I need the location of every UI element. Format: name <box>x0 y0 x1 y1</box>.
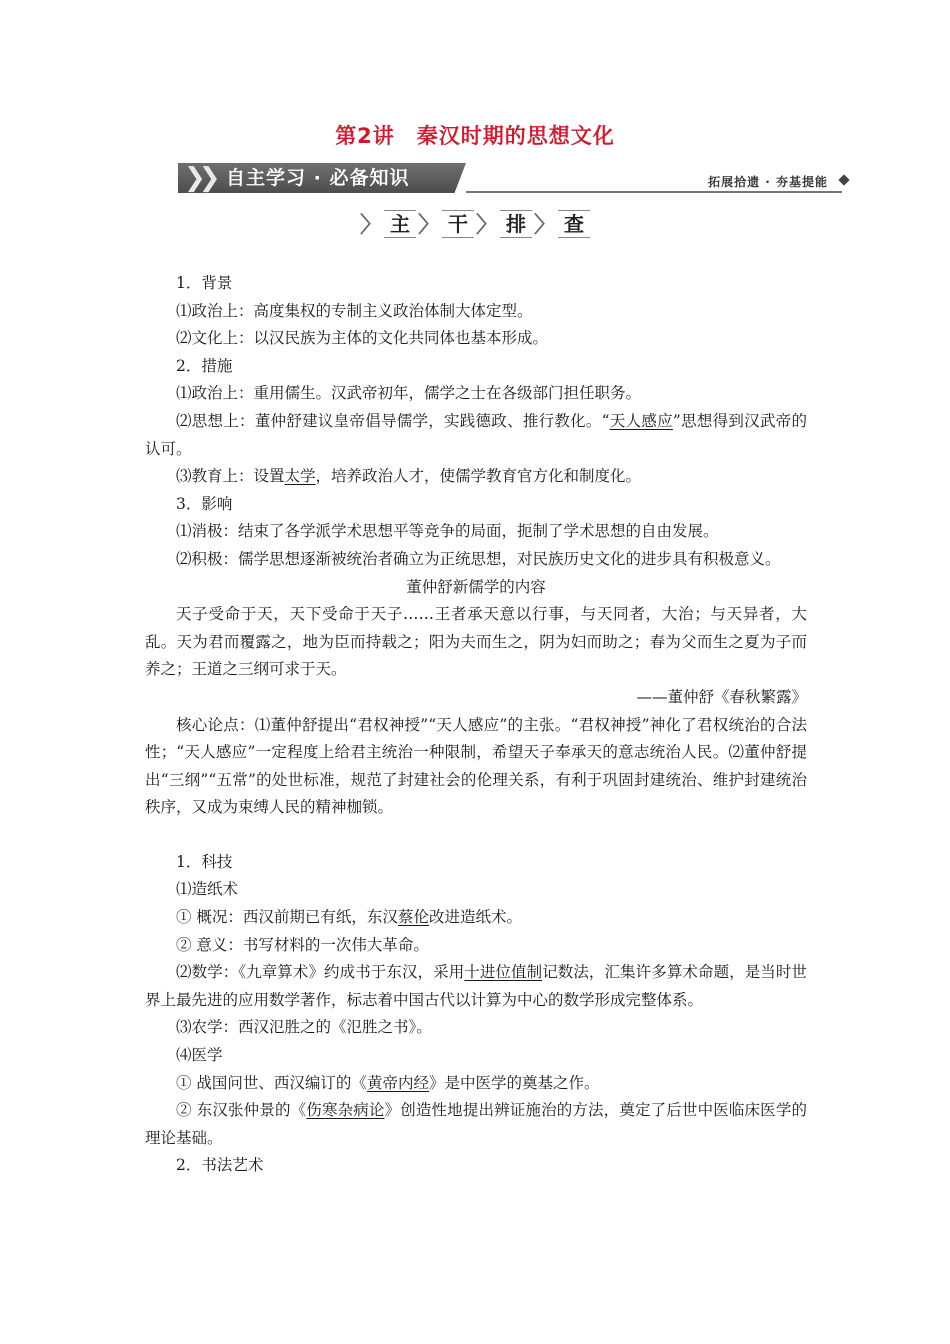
paragraph: 2．书法艺术 <box>176 1156 264 1175</box>
text-run: ⑵思想上：董仲舒建议皇帝倡导儒学，实践德政、推行教化。“ <box>176 411 610 430</box>
text-run: 改进造纸术。 <box>428 908 522 927</box>
underlined-term: 伤寒杂病论 <box>306 1101 385 1120</box>
paragraph: 3．影响 <box>176 494 233 513</box>
banner-divider <box>466 191 842 193</box>
underlined-term: 天人感应 <box>609 411 673 430</box>
chevron-right-icon: 〉 <box>476 213 499 238</box>
subheading <box>0 208 950 239</box>
section-banner <box>178 163 850 193</box>
paragraph: ⑴造纸术 <box>176 880 239 899</box>
page-title: 第2讲 秦汉时期的思想文化 <box>335 124 615 148</box>
paragraph: ② 意义：书写材料的一次伟大革命。 <box>176 935 429 954</box>
text-run: ，培养政治人才，使儒学教育官方化和制度化。 <box>315 467 642 486</box>
banner-left-label: 自主学习 · 必备知识 <box>226 167 410 189</box>
quote-title: 董仲舒新儒学的内容 <box>406 577 546 596</box>
text-run: 记数法，汇集许多算术命题，是当时世界上最先进的应用数学著作，标志着中国古代以计算为中心的数学形成完整体系。 <box>145 963 807 1009</box>
text-run: ① 战国问世、西汉编订的《 <box>176 1073 367 1092</box>
spacer <box>145 822 807 849</box>
text-run: ⑶教育上：设置 <box>176 467 285 486</box>
banner-right-label: 拓展拾遗 · 夯基提能 <box>708 175 828 189</box>
paragraph <box>145 408 807 463</box>
text-run: ① 概况：西汉前期已有纸，东汉 <box>176 908 398 927</box>
underlined-term: 蔡伦 <box>397 908 429 927</box>
paragraph <box>145 463 807 491</box>
text-run: ⑵数学：《九章算术》约成书于东汉，采用 <box>176 963 465 982</box>
chevron-right-icon: 〉 <box>417 213 440 238</box>
paragraph: ⑷医学 <box>176 1046 223 1065</box>
paragraph: 1．科技 <box>176 852 233 871</box>
quote-text: 天子受命于天，天下受命于天子……王者承天意以行事，与天同者，大治；与天异者，大乱。天为君而覆露之，地为臣而持载之；阳为夫而生之，阴为妇而助之；春为父而生之夏为子而养之；王道之三纲可求于天。 <box>145 605 807 679</box>
text-run: ”思想得到汉武帝的认可。 <box>145 411 807 458</box>
underlined-term: 黄帝内经 <box>366 1073 429 1092</box>
chevron-right-icon: 〉 <box>534 213 557 238</box>
chevron-right-icon: ❯❯ <box>184 163 214 193</box>
paragraph <box>145 904 807 932</box>
subheading-char: 干 <box>442 210 474 238</box>
document-body <box>145 270 807 1180</box>
quote-source: ——董仲舒《春秋繁露》 <box>636 687 807 706</box>
paragraph <box>145 959 807 1014</box>
paragraph: ⑴政治上：高度集权的专制主义政治体制大体定型。 <box>176 301 533 320</box>
underlined-term: 太学 <box>284 467 316 486</box>
paragraph: 2．措施 <box>176 356 233 375</box>
paragraph: ⑵文化上：以汉民族为主体的文化共同体也基本形成。 <box>176 329 549 348</box>
text-run: 》是中医学的奠基之作。 <box>428 1073 600 1092</box>
paragraph: ⑴消极：结束了各学派学术思想平等竞争的局面，扼制了学术思想的自由发展。 <box>176 522 719 541</box>
paragraph: ⑴政治上：重用儒生。汉武帝初年，儒学之士在各级部门担任职务。 <box>176 384 642 403</box>
diamond-icon <box>838 174 849 185</box>
underlined-term: 十进位值制 <box>464 963 543 982</box>
paragraph: ⑶农学：西汉氾胜之的《氾胜之书》。 <box>176 1018 432 1037</box>
text-run: 》创造性地提出辨证施治的方法，奠定了后世中医临床医学的理论基础。 <box>145 1101 807 1147</box>
paragraph: 1．背景 <box>176 274 233 292</box>
subheading-char: 排 <box>500 210 532 238</box>
paragraph <box>145 1097 807 1152</box>
subheading-char: 查 <box>558 210 590 238</box>
paragraph: 核心论点：⑴董仲舒提出“君权神授”“天人感应”的主张。“君权神授”神化了君权统治的合法性；“天人感应”一定程度上给君主统治一种限制，希望天子奉承天的意志统治人民。⑵董仲舒提出“三纲”“五常”的处世标准，规范了封建社会的伦理关系，有利于巩固封建统治、维护封建统治秩序，又成为束缚人民的精神枷锁。 <box>145 715 807 817</box>
subheading-char: 主 <box>384 210 416 238</box>
paragraph <box>145 1070 807 1098</box>
paragraph: ⑵积极：儒学思想逐渐被统治者确立为正统思想，对民族历史文化的进步具有积极意义。 <box>176 549 781 568</box>
chevron-right-icon: 〉 <box>359 213 382 238</box>
text-run: ② 东汉张仲景的《 <box>176 1101 307 1120</box>
